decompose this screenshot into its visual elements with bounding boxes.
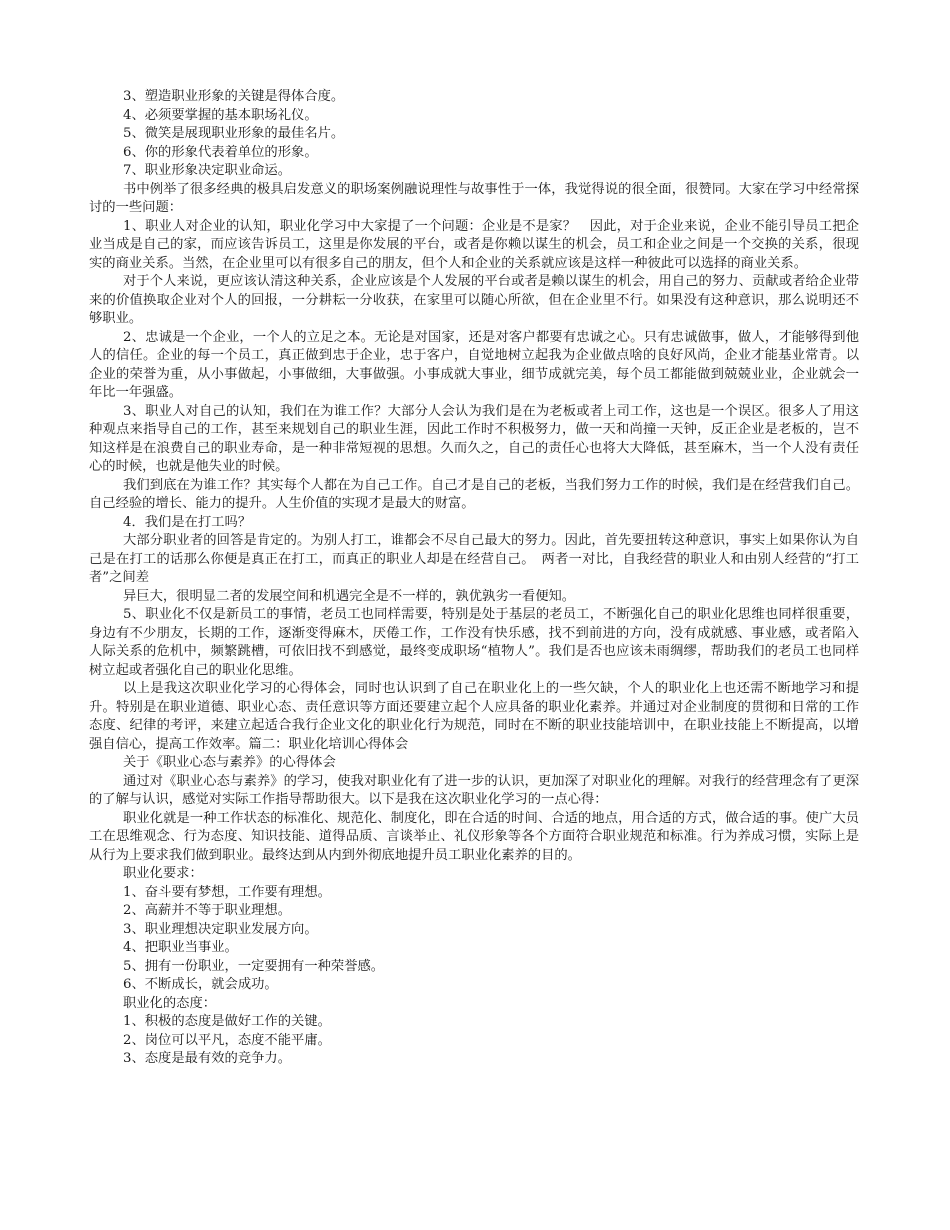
list-item: 7、职业形象决定职业命运。 [123, 163, 292, 178]
list-item: 4、必须要掌握的基本职场礼仪。 [123, 107, 318, 123]
paragraph: 我们到底在为谁工作？其实每个人都在为自己工作。自己才是自己的老板，当我们努力工作的时候，我们是在经营我们自己。自己经验的增长、能力的提升。人生价值的实现才是最大的财富。 [89, 477, 859, 511]
list-item: 3、职业理想决定职业发展方向。 [123, 921, 318, 937]
list-heading: 职业化的态度： [123, 995, 217, 1011]
paragraph: 2、忠诚是一个企业，一个人的立足之本。无论是对国家，还是对客户都要有忠诚之心。只有忠诚做事，做人，才能够得到他人的信任。企业的每一个员工，真正做到忠于企业，忠于客户，自觉地树立起我为企业做点啥的良好风尚，企业才能基业常青。以企业的荣誉为重，从小事做起，小事做细，大事做强。小事成就大事业，细节成就完美，每个员工都能做到兢兢业业，企业就会一年比一年强盛。 [89, 329, 859, 400]
list-item: 2、岗位可以平凡，态度不能平庸。 [123, 1032, 331, 1048]
list-heading: 职业化要求： [123, 866, 203, 881]
paragraph: 异巨大，很明显二者的发展空间和机遇完全是不一样的，孰优孰劣一看便知。 [123, 588, 576, 604]
list-item: 3、态度是最有效的竞争力。 [123, 1051, 292, 1066]
paragraph: 对于个人来说，更应该认清这种关系，企业应该是个人发展的平台或者是赖以谋生的机会，用自己的努力、贡献或者给企业带来的价值换取企业对个人的回报，一分耕耘一分收获，在家里可以随心所欲，但在企业里不行。如果没有这种意识，那么说明还不够职业。 [89, 274, 859, 326]
paragraph: 1、职业人对企业的认知，职业化学习中大家提了一个问题：企业是不是家？ 因此，对于企业来说，企业不能引导员工把企业当成是自己的家，而应该告诉员工，这里是你发展的平台，或者是你赖以谋生的机会，员工和企业之间是一个交换的关系，很现实的商业关系。当然，在企业里可以有很多自己的朋友，但个人和企业的关系就应该是这样一种彼此可以选择的商业关系。 [89, 218, 859, 271]
paragraph: 通过对《职业心态与素养》的学习，使我对职业化有了进一步的认识，更加深了对职业化的理解。对我行的经营理念有了更深的了解与认识，感觉对实际工作指导帮助很大。以下是我在这次职业化学习的一点心得： [89, 773, 859, 807]
list-item: 2、高薪并不等于职业理想。 [123, 903, 292, 918]
paragraph: 以上是我这次职业化学习的心得体会，同时也认识到了自己在职业化上的一些欠缺，个人的职业化上也还需不断地学习和提升。特别是在职业道德、职业心态、责任意识等方面还要建立起个人应具备的职业化素养。并通过对企业制度的贯彻和日常的工作态度、纪律的考评，来建立起适合我行企业文化的职业化行为规范，同时在不断的职业技能培训中，在职业技能上不断提高，以增强自信心，提高工作效率。篇二：职业化培训心得体会 [89, 681, 859, 752]
paragraph: 职业化就是一种工作状态的标准化、规范化、制度化，即在合适的时间、合适的地点，用合适的方式，做合适的事。使广大员工在思维观念、行为态度、知识技能、道得品质、言谈举止、礼仪形象等各个方面符合职业规范和标准。行为养成习惯，实际上是从行为上要求我们做到职业。最终达到从内到外彻底地提升员工职业化素养的目的。 [89, 810, 859, 863]
list-item: 5、拥有一份职业，一定要拥有一种荣誉感。 [123, 958, 385, 974]
document-page [89, 88, 859, 1069]
list-item: 5、微笑是展现职业形象的最佳名片。 [123, 126, 345, 141]
list-item: 3、塑造职业形象的关键是得体合度。 [123, 89, 345, 104]
list-item: 1、积极的态度是做好工作的关键。 [123, 1014, 331, 1029]
list-item: 6、不断成长，就会成功。 [123, 977, 278, 992]
list-item: 4．我们是在打工吗？ [123, 514, 252, 530]
paragraph: 5、职业化不仅是新员工的事情，老员工也同样需要，特别是处于基层的老员工，不断强化自己的职业化思维也同样很重要，身边有不少朋友，长期的工作，逐渐变得麻木，厌倦工作，工作没有快乐感，找不到前进的方向，没有成就感、事业感，或者陷入人际关系的危机中，频繁跳槽，可依旧找不到感觉，最终变成职场“植物人”。我们是否也应该未雨绸缪，帮助我们的老员工也同样树立起或者强化自己的职业化思维。 [89, 607, 859, 678]
list-item: 6、你的形象代表着单位的形象。 [123, 144, 318, 160]
paragraph: 大部分职业者的回答是肯定的。为别人打工，谁都会不尽自己最大的努力。因此，首先要扭转这种意识，事实上如果你认为自己是在打工的话那么你便是真正在打工，而真正的职业人却是在经营自己。 两者一对比，自我经营的职业人和由别人经营的“打工者”之间差 [89, 533, 859, 585]
list-item: 4、把职业当事业。 [123, 940, 238, 955]
paragraph: 书中例举了很多经典的极具启发意义的职场案例融说理性与故事性于一体，我觉得说的很全面，很赞同。大家在学习中经常探讨的一些问题： [89, 181, 859, 215]
paragraph: 3、职业人对自己的认知，我们在为谁工作？大部分人会认为我们是在为老板或者上司工作，这也是一个误区。很多人了用这种观点来指导自己的工作，甚至来规划自己的职业生涯，因此工作时不积极努力，做一天和尚撞一天钟，反正企业是老板的，岂不知这样是在浪费自己的职业寿命，是一种非常短视的思想。久而久之，自己的责任心也将大大降低，甚至麻木，当一个人没有责任心的时候，也就是他失业的时候。 [89, 403, 859, 474]
list-item: 1、奋斗要有梦想，工作要有理想。 [123, 884, 331, 900]
section-heading: 关于《职业心态与素养》的心得体会 [123, 755, 336, 770]
